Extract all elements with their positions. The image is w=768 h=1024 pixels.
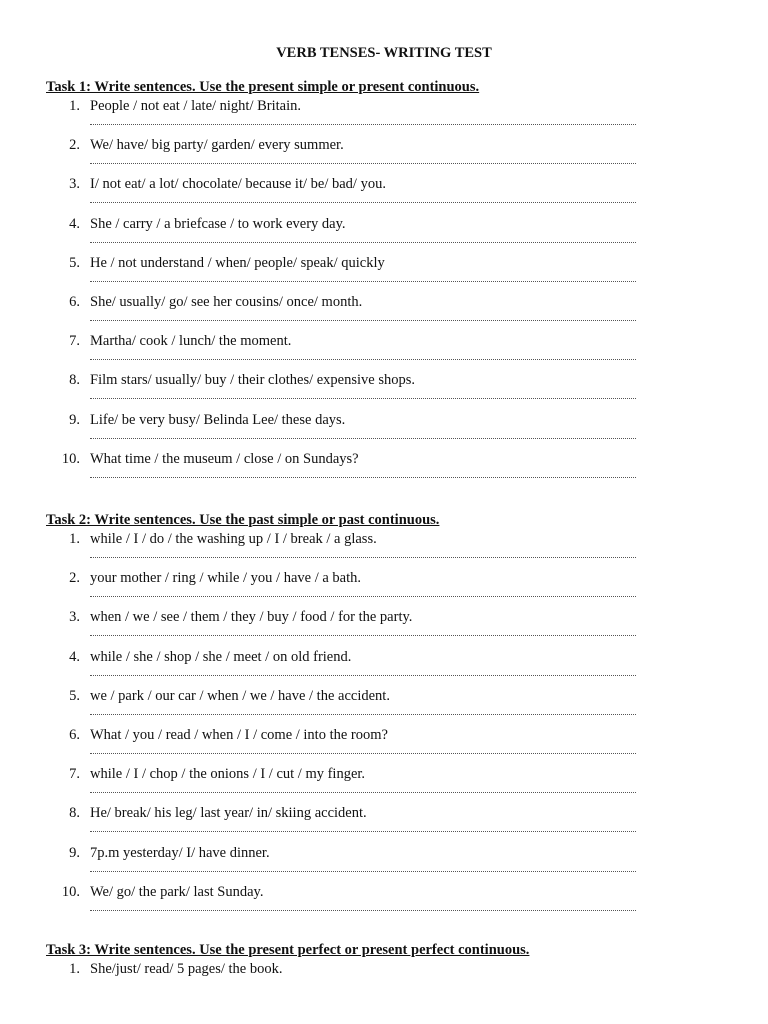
exercise-item [46, 608, 726, 647]
exercise-item [46, 450, 726, 489]
answer-line[interactable] [90, 784, 636, 793]
answer-line[interactable] [90, 667, 636, 676]
task-3-section [46, 940, 726, 999]
item-number: 9. [69, 844, 80, 861]
item-prompt: Film stars/ usually/ buy / their clothes/ expensive shops. [90, 372, 416, 389]
item-prompt: while / I / chop / the onions / I / cut / my finger. [90, 766, 366, 783]
task-2-items [46, 530, 726, 922]
answer-line[interactable] [90, 194, 636, 203]
exercise-item [46, 136, 726, 175]
item-number: 1. [69, 98, 80, 114]
task-1-section [46, 77, 726, 489]
exercise-item [46, 726, 726, 765]
exercise-item [46, 97, 726, 136]
item-number: 10. [61, 883, 80, 900]
exercise-item [46, 960, 726, 999]
item-number: 5. [69, 687, 80, 704]
answer-line[interactable] [90, 234, 636, 243]
item-number: 6. [69, 726, 80, 743]
item-number: 3. [69, 176, 80, 193]
answer-line[interactable] [90, 390, 636, 399]
item-number: 10. [61, 450, 80, 467]
answer-line[interactable] [90, 588, 636, 597]
exercise-item [46, 215, 726, 254]
item-prompt: She/ usually/ go/ see her cousins/ once/ month. [90, 293, 363, 310]
answer-line[interactable] [90, 430, 636, 439]
item-number: 5. [69, 254, 80, 271]
task-2-heading: Task 2: Write sentences. Use the past simple or past continuous. [46, 512, 440, 528]
answer-line[interactable] [90, 745, 636, 754]
item-number: 2. [69, 137, 80, 154]
answer-line[interactable] [90, 627, 636, 636]
item-prompt: He/ break/ his leg/ last year/ in/ skiing accident. [90, 805, 367, 822]
item-prompt: We/ have/ big party/ garden/ every summer. [90, 137, 344, 154]
exercise-item [46, 844, 726, 883]
item-number: 1. [69, 961, 80, 977]
answer-line[interactable] [90, 549, 636, 558]
item-prompt: He / not understand / when/ people/ speak/ quickly [90, 254, 385, 271]
item-number: 8. [69, 372, 80, 389]
item-prompt: We/ go/ the park/ last Sunday. [90, 883, 264, 900]
answer-line[interactable] [90, 155, 636, 164]
task-2-section [46, 510, 726, 922]
item-prompt: when / we / see / them / they / buy / food / for the party. [90, 609, 413, 626]
item-prompt: your mother / ring / while / you / have / a bath. [90, 570, 362, 587]
exercise-item [46, 687, 726, 726]
exercise-item [46, 332, 726, 371]
item-prompt: 7p.m yesterday/ I/ have dinner. [90, 844, 270, 861]
item-number: 6. [69, 293, 80, 310]
item-prompt: What / you / read / when / I / come / into the room? [90, 726, 388, 743]
item-number: 1. [69, 531, 80, 547]
item-number: 4. [69, 215, 80, 232]
item-prompt: She / carry / a briefcase / to work every day. [90, 215, 346, 232]
item-prompt: People / not eat / late/ night/ Britain. [90, 98, 302, 114]
answer-line[interactable] [90, 312, 636, 321]
item-number: 9. [69, 411, 80, 428]
answer-line[interactable] [90, 116, 636, 125]
exercise-item [46, 254, 726, 293]
task-3-items [46, 960, 726, 999]
exercise-item [46, 648, 726, 687]
item-prompt: while / she / shop / she / meet / on old friend. [90, 648, 352, 665]
page-title: VERB TENSES- WRITING TEST [276, 45, 492, 61]
item-prompt: She/just/ read/ 5 pages/ the book. [90, 961, 283, 977]
answer-line[interactable] [90, 863, 636, 872]
task-1-items [46, 97, 726, 489]
item-number: 2. [69, 570, 80, 587]
exercise-item [46, 569, 726, 608]
item-prompt: What time / the museum / close / on Sundays? [90, 450, 359, 467]
item-prompt: we / park / our car / when / we / have / the accident. [90, 687, 390, 704]
answer-line[interactable] [90, 706, 636, 715]
answer-line[interactable] [90, 469, 636, 478]
answer-line[interactable] [90, 902, 636, 911]
item-prompt: Life/ be very busy/ Belinda Lee/ these days. [90, 411, 346, 428]
item-prompt: Martha/ cook / lunch/ the moment. [90, 333, 292, 350]
exercise-item [46, 371, 726, 410]
exercise-item [46, 175, 726, 214]
answer-line[interactable] [90, 823, 636, 832]
item-prompt: I/ not eat/ a lot/ chocolate/ because it/ be/ bad/ you. [90, 176, 386, 193]
exercise-item [46, 883, 726, 922]
item-number: 3. [69, 609, 80, 626]
exercise-item [46, 530, 726, 569]
task-3-heading: Task 3: Write sentences. Use the present perfect or present perfect continuous. [46, 942, 530, 958]
exercise-item [46, 293, 726, 332]
exercise-item [46, 411, 726, 450]
exercise-item [46, 765, 726, 804]
task-1-heading: Task 1: Write sentences. Use the present simple or present continuous. [46, 79, 480, 95]
item-prompt: while / I / do / the washing up / I / break / a glass. [90, 531, 377, 547]
item-number: 4. [69, 648, 80, 665]
answer-line[interactable] [90, 351, 636, 360]
item-number: 8. [69, 805, 80, 822]
item-number: 7. [69, 766, 80, 783]
answer-line[interactable] [90, 273, 636, 282]
exercise-item [46, 804, 726, 843]
item-number: 7. [69, 333, 80, 350]
